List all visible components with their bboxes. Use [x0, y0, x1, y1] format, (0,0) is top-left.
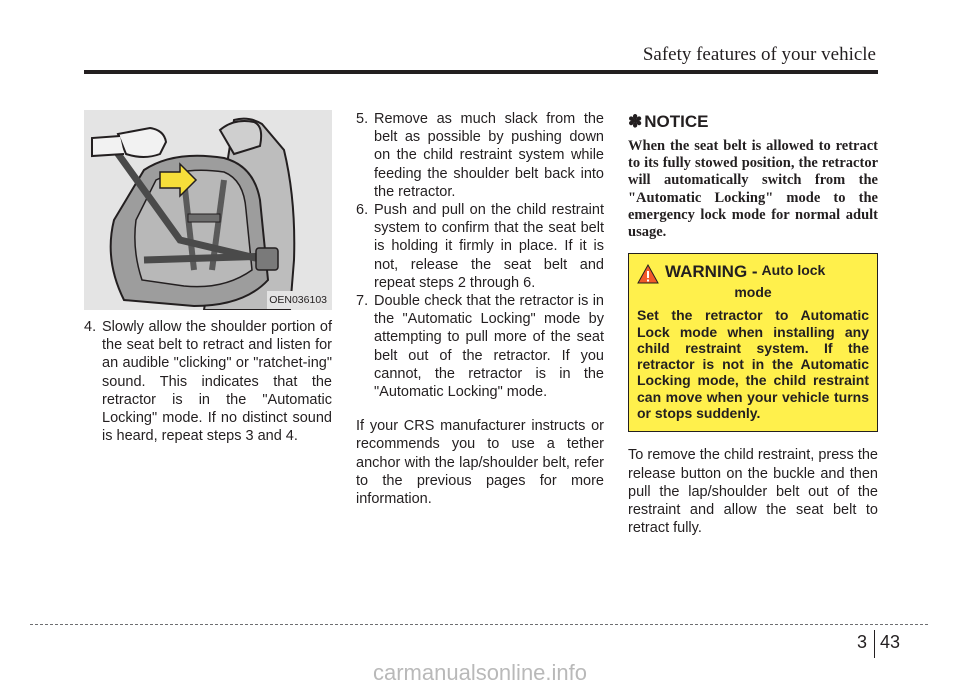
header-divider	[84, 70, 878, 74]
step-number: 5.	[356, 111, 369, 127]
page-number: 43	[880, 632, 901, 652]
step-text: Slowly allow the shoulder portion of the seat belt to retract and listen for an audible "clicking" or "ratchet-ing" sound. This indicates that the retractor is in the "Automatic Locking" mode. If no distinct sound is heard, repeat steps 3 and 4.	[102, 319, 332, 445]
step-6	[356, 201, 604, 292]
warning-triangle-icon	[637, 264, 659, 284]
notice-star-icon: ✽	[628, 112, 643, 131]
figure-caption: OEN036103	[267, 291, 329, 309]
step-text: Double check that the retractor is in the "Automatic Locking" mode by attempting to pull more of the seat belt out of the retractor. If you cannot, the retractor is in the "Automatic Locking" mode.	[374, 293, 604, 401]
page-number-separator	[874, 630, 875, 658]
child-seat-illustration	[84, 110, 332, 310]
notice-body: When the seat belt is allowed to retract to its fully stowed position, the retractor will automatically switch from the "Automatic Locking" mode to the emergency lock mode for normal adult usage.	[628, 138, 878, 241]
step-number: 6.	[356, 202, 369, 219]
warning-heading	[637, 262, 869, 284]
step-text: Remove as much slack from the belt as possible by pushing down on the child restraint system while feeding the shoulder belt back into the retractor.	[374, 111, 604, 200]
step-7	[356, 292, 604, 401]
car-seat-drawing	[84, 110, 332, 310]
column-2	[356, 110, 604, 508]
warning-subtitle-continued: mode	[734, 284, 772, 301]
step-4	[84, 318, 332, 445]
step-number: 4.	[84, 319, 97, 335]
notice-heading	[628, 112, 878, 132]
step-number: 7.	[356, 293, 369, 310]
remove-restraint-paragraph: To remove the child restraint, press the release button on the buckle and then pull the lap/shoulder belt out of the restraint and allow the seat belt to retract fully.	[628, 447, 878, 537]
warning-box	[628, 253, 878, 432]
step-text: Push and pull on the child restraint system to confirm that the seat belt is holding it firmly in place. If it is not, release the seat belt and repeat steps 2 through 6.	[374, 202, 604, 291]
warning-body: Set the retractor to Automatic Lock mode when installing any child restraint system. If the retractor is not in the Automatic Locking mode, the child restraint can move when your vehicle turns or stops suddenly.	[637, 307, 869, 421]
column-3	[628, 110, 878, 537]
footer-divider	[30, 624, 928, 625]
chapter-number: 3	[857, 632, 868, 652]
watermark: carmanualsonline.info	[372, 660, 588, 685]
section-header-title: Safety features of your vehicle	[642, 44, 876, 65]
tether-paragraph: If your CRS manufacturer instructs or recommends you to use a tether anchor with the lap/shoulder belt, refer to the previous pages for more information.	[356, 418, 604, 508]
warning-subtitle: Auto lock	[761, 262, 826, 279]
step-5	[356, 110, 604, 201]
notice-title: NOTICE	[644, 112, 709, 131]
column-1	[84, 110, 332, 445]
warning-title: WARNING -	[665, 262, 758, 282]
